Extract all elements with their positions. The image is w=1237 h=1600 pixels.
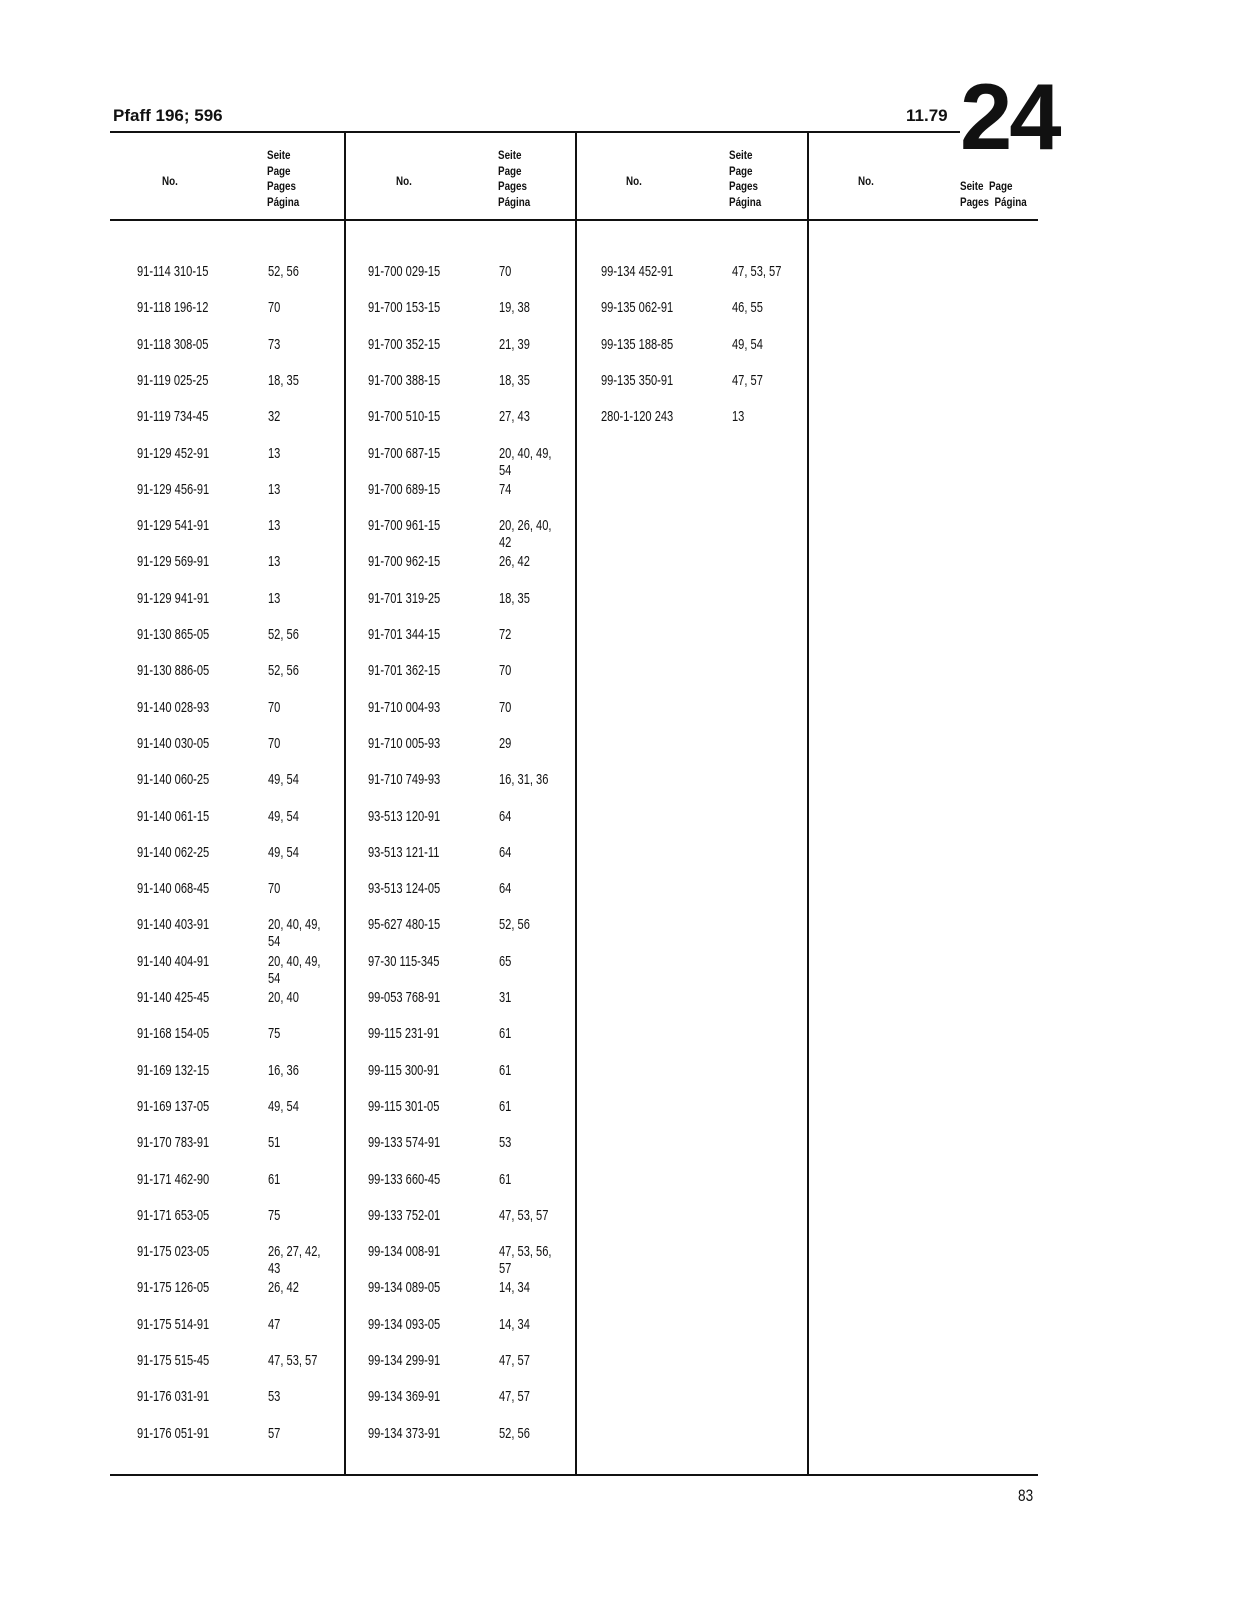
part-number: 99-134 373-91 bbox=[368, 1424, 441, 1442]
part-number: 91-129 541-91 bbox=[137, 517, 210, 535]
part-number: 91-168 154-05 bbox=[137, 1025, 210, 1043]
header-page-label: Page bbox=[729, 163, 753, 178]
part-number: 91-700 029-15 bbox=[368, 263, 441, 280]
page-references: 64 bbox=[499, 843, 512, 861]
part-number: 93-513 121-11 bbox=[368, 843, 440, 861]
page-references: 26, 27, 42, 43 bbox=[268, 1243, 321, 1278]
page-references: 32 bbox=[268, 408, 281, 426]
part-number: 91-140 030-05 bbox=[137, 734, 210, 752]
part-number: 99-133 574-91 bbox=[368, 1134, 441, 1152]
header-seite-label: Seite bbox=[498, 148, 522, 162]
header-pages-label: Pages bbox=[729, 179, 758, 193]
part-number: 91-700 153-15 bbox=[368, 299, 441, 317]
part-number: 91-140 404-91 bbox=[137, 952, 210, 970]
part-number: 99-134 452-91 bbox=[601, 263, 674, 280]
column-header-no-2: No. bbox=[396, 174, 412, 188]
page-references: 52, 56 bbox=[268, 662, 299, 680]
page-references: 14, 34 bbox=[499, 1279, 530, 1297]
page-references: 49, 54 bbox=[732, 335, 763, 353]
part-number: 91-118 308-05 bbox=[137, 335, 209, 353]
page-references: 18, 35 bbox=[499, 371, 530, 389]
part-number: 95-627 480-15 bbox=[368, 916, 441, 934]
page-references: 47 bbox=[268, 1315, 281, 1333]
page-references: 70 bbox=[499, 662, 512, 680]
part-number: 91-175 515-45 bbox=[137, 1352, 210, 1369]
page-references: 20, 40, 49, 54 bbox=[268, 952, 321, 987]
header-bottom-rule bbox=[110, 219, 1038, 221]
page-references: 53 bbox=[268, 1388, 281, 1406]
part-number: 91-176 031-91 bbox=[137, 1388, 210, 1406]
part-number: 91-171 653-05 bbox=[137, 1206, 210, 1224]
page-references: 52, 56 bbox=[268, 626, 299, 643]
part-number: 99-135 062-91 bbox=[601, 299, 674, 317]
column-header-pages-3 bbox=[729, 148, 761, 210]
header-pages-label: Pages bbox=[267, 179, 296, 193]
page-references: 47, 57 bbox=[732, 371, 763, 389]
part-number: 91-140 060-25 bbox=[137, 771, 210, 789]
column-header-pages-4 bbox=[960, 179, 1042, 210]
page-references: 70 bbox=[499, 698, 512, 716]
page-references: 14, 34 bbox=[499, 1315, 530, 1333]
part-number: 91-119 025-25 bbox=[137, 371, 209, 389]
page-references: 26, 42 bbox=[268, 1279, 299, 1297]
part-number: 97-30 115-345 bbox=[368, 952, 440, 970]
page-references: 49, 54 bbox=[268, 1097, 299, 1115]
part-number: 99-134 089-05 bbox=[368, 1279, 441, 1297]
bottom-rule bbox=[110, 1474, 1038, 1476]
part-number: 91-130 865-05 bbox=[137, 626, 210, 643]
part-number: 99-115 300-91 bbox=[368, 1061, 440, 1079]
page-references: 52, 56 bbox=[499, 1424, 530, 1442]
header-seite-label: Seite bbox=[960, 179, 984, 193]
part-number: 91-129 456-91 bbox=[137, 480, 210, 498]
part-number: 91-176 051-91 bbox=[137, 1424, 210, 1442]
page-references: 47, 57 bbox=[499, 1352, 530, 1369]
page-references: 31 bbox=[499, 989, 512, 1006]
part-number: 99-135 188-85 bbox=[601, 335, 674, 353]
part-number: 91-700 961-15 bbox=[368, 517, 441, 535]
part-number: 91-129 569-91 bbox=[137, 553, 210, 571]
part-number: 93-513 120-91 bbox=[368, 807, 441, 825]
part-number: 91-140 425-45 bbox=[137, 989, 210, 1006]
page-references: 70 bbox=[268, 880, 281, 898]
page-number: 83 bbox=[1018, 1486, 1034, 1505]
column-header-no-3: No. bbox=[626, 174, 642, 188]
page-references: 26, 42 bbox=[499, 553, 530, 571]
page-references: 73 bbox=[268, 335, 281, 353]
part-number: 91-119 734-45 bbox=[137, 408, 209, 426]
page-references: 13 bbox=[268, 444, 281, 462]
page-references: 13 bbox=[268, 589, 281, 607]
page-references: 27, 43 bbox=[499, 408, 530, 426]
part-number: 91-140 068-45 bbox=[137, 880, 210, 898]
page-references: 19, 38 bbox=[499, 299, 530, 317]
part-number: 91-175 514-91 bbox=[137, 1315, 210, 1333]
part-number: 91-129 941-91 bbox=[137, 589, 210, 607]
part-number: 91-710 004-93 bbox=[368, 698, 441, 716]
page-references: 70 bbox=[268, 734, 281, 752]
section-number: 24 bbox=[960, 64, 1059, 169]
part-number: 99-134 369-91 bbox=[368, 1388, 441, 1406]
page-references: 18, 35 bbox=[268, 371, 299, 389]
part-number: 91-171 462-90 bbox=[137, 1170, 210, 1188]
page-references: 70 bbox=[268, 698, 281, 716]
part-number: 91-129 452-91 bbox=[137, 444, 210, 462]
header-seite-label: Seite bbox=[729, 148, 753, 162]
page-references: 52, 56 bbox=[268, 263, 299, 280]
page-references: 46, 55 bbox=[732, 299, 763, 317]
header-pagina-label: Página bbox=[729, 194, 762, 209]
header-pages-label: Pages bbox=[960, 194, 989, 209]
part-number: 91-118 196-12 bbox=[137, 299, 209, 317]
part-number: 91-700 689-15 bbox=[368, 480, 441, 498]
part-number: 99-115 301-05 bbox=[368, 1097, 440, 1115]
page-references: 47, 53, 56, 57 bbox=[499, 1243, 552, 1278]
page-references: 64 bbox=[499, 880, 512, 898]
part-number: 91-169 132-15 bbox=[137, 1061, 210, 1079]
part-number: 91-701 344-15 bbox=[368, 626, 441, 643]
part-number: 91-710 749-93 bbox=[368, 771, 441, 789]
column-divider-3 bbox=[807, 133, 809, 1476]
part-number: 93-513 124-05 bbox=[368, 880, 441, 898]
page-references: 47, 53, 57 bbox=[499, 1206, 549, 1224]
page-references: 64 bbox=[499, 807, 512, 825]
document-date: 11.79 bbox=[906, 106, 948, 125]
page-references: 47, 53, 57 bbox=[732, 263, 782, 280]
page-references: 13 bbox=[268, 480, 281, 498]
page-references: 52, 56 bbox=[499, 916, 530, 934]
page-references: 49, 54 bbox=[268, 843, 299, 861]
page-references: 53 bbox=[499, 1134, 512, 1152]
page-references: 18, 35 bbox=[499, 589, 530, 607]
header-pages-label: Pages bbox=[498, 179, 527, 193]
page-references: 61 bbox=[499, 1097, 512, 1115]
page-references: 61 bbox=[268, 1170, 281, 1188]
header-page-label: Page bbox=[988, 179, 1013, 193]
column-divider-2 bbox=[575, 133, 577, 1476]
page-references: 20, 40 bbox=[268, 989, 299, 1006]
column-header-pages-1 bbox=[267, 148, 299, 210]
page-references: 70 bbox=[499, 263, 512, 280]
header-page-label: Page bbox=[267, 163, 291, 178]
page-references: 70 bbox=[268, 299, 281, 317]
part-number: 99-134 008-91 bbox=[368, 1243, 441, 1261]
page-references: 74 bbox=[499, 480, 512, 498]
page-references: 61 bbox=[499, 1170, 512, 1188]
part-number: 91-140 062-25 bbox=[137, 843, 210, 861]
part-number: 91-140 028-93 bbox=[137, 698, 210, 716]
page-references: 49, 54 bbox=[268, 771, 299, 789]
page-references: 75 bbox=[268, 1206, 281, 1224]
page-references: 13 bbox=[268, 553, 281, 571]
page-references: 61 bbox=[499, 1025, 512, 1043]
header-page-label: Page bbox=[498, 163, 522, 178]
part-number: 99-053 768-91 bbox=[368, 989, 441, 1006]
page-references: 47, 57 bbox=[499, 1388, 530, 1406]
part-number: 91-140 403-91 bbox=[137, 916, 210, 934]
part-number: 91-169 137-05 bbox=[137, 1097, 210, 1115]
part-number: 91-170 783-91 bbox=[137, 1134, 210, 1152]
document-title: Pfaff 196; 596 bbox=[113, 106, 223, 125]
page-references: 20, 40, 49, 54 bbox=[499, 444, 552, 479]
part-number: 91-700 962-15 bbox=[368, 553, 441, 571]
part-number: 99-115 231-91 bbox=[368, 1025, 440, 1043]
top-rule bbox=[110, 131, 960, 133]
page-references: 29 bbox=[499, 734, 512, 752]
page-references: 65 bbox=[499, 952, 512, 970]
page-references: 20, 26, 40, 42 bbox=[499, 517, 552, 552]
header-seite-label: Seite bbox=[267, 148, 291, 162]
part-number: 99-134 093-05 bbox=[368, 1315, 441, 1333]
page-references: 16, 36 bbox=[268, 1061, 299, 1079]
page-references: 13 bbox=[268, 517, 281, 535]
page-references: 51 bbox=[268, 1134, 281, 1152]
part-number: 91-130 886-05 bbox=[137, 662, 210, 680]
part-number: 91-114 310-15 bbox=[137, 263, 209, 280]
part-number: 91-710 005-93 bbox=[368, 734, 441, 752]
part-number: 280-1-120 243 bbox=[601, 408, 674, 426]
page-references: 13 bbox=[732, 408, 745, 426]
header-pagina-label: Página bbox=[498, 194, 531, 209]
part-number: 99-135 350-91 bbox=[601, 371, 674, 389]
column-header-no-4: No. bbox=[858, 174, 874, 188]
column-header-pages-2 bbox=[498, 148, 530, 210]
page-references: 61 bbox=[499, 1061, 512, 1079]
page-references: 57 bbox=[268, 1424, 281, 1442]
part-number: 91-700 687-15 bbox=[368, 444, 441, 462]
page-references: 72 bbox=[499, 626, 512, 643]
header-pagina-label: Página bbox=[994, 194, 1027, 209]
page-references: 16, 31, 36 bbox=[499, 771, 549, 789]
page-references: 49, 54 bbox=[268, 807, 299, 825]
part-number: 91-700 352-15 bbox=[368, 335, 441, 353]
part-number: 99-133 660-45 bbox=[368, 1170, 441, 1188]
part-number: 91-140 061-15 bbox=[137, 807, 210, 825]
part-number: 99-134 299-91 bbox=[368, 1352, 441, 1369]
part-number: 91-700 510-15 bbox=[368, 408, 441, 426]
header-pagina-label: Página bbox=[267, 194, 300, 209]
part-number: 91-175 023-05 bbox=[137, 1243, 210, 1261]
part-number: 91-700 388-15 bbox=[368, 371, 441, 389]
page-references: 21, 39 bbox=[499, 335, 530, 353]
part-number: 91-701 319-25 bbox=[368, 589, 441, 607]
column-divider-1 bbox=[344, 133, 346, 1476]
part-number: 91-701 362-15 bbox=[368, 662, 441, 680]
column-header-no-1: No. bbox=[162, 174, 178, 188]
part-number: 91-175 126-05 bbox=[137, 1279, 210, 1297]
page-references: 20, 40, 49, 54 bbox=[268, 916, 321, 951]
page-references: 75 bbox=[268, 1025, 281, 1043]
part-number: 99-133 752-01 bbox=[368, 1206, 441, 1224]
page-references: 47, 53, 57 bbox=[268, 1352, 318, 1369]
